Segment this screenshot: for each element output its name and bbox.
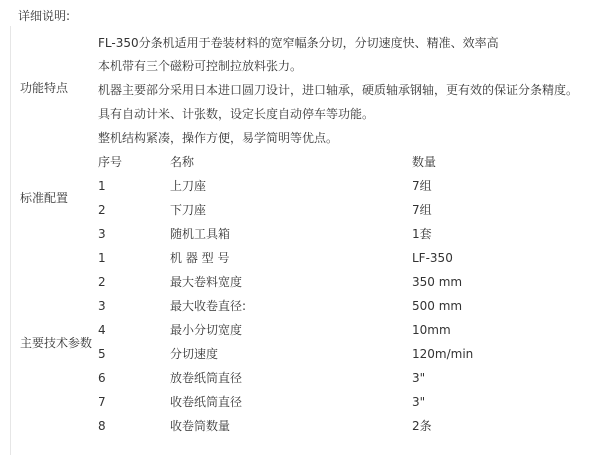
row-name: 最大收卷直径: [170,299,247,313]
row-value: 1套 [412,227,432,241]
intro-line: FL-350分条机适用于卷装材料的宽窄幅条分切，分切速度快、精准、效率高 [98,36,499,50]
row-no: 2 [98,203,106,217]
row-value: 10mm [412,323,451,337]
row-value: LF-350 [412,251,453,265]
label-standard-config: 标准配置 [20,191,69,205]
row-name: 最大卷料宽度 [170,275,243,289]
row-name: 机 器 型 号 [170,251,230,265]
header-no: 序号 [98,155,123,169]
row-no: 3 [98,299,106,313]
row-value: 2条 [412,419,432,433]
row-no: 1 [98,179,106,193]
row-name: 下刀座 [170,203,207,217]
section-heading: 详细说明: [18,9,71,23]
row-name: 放卷纸筒直径 [170,371,243,385]
intro-line: 具有自动计米、计张数，设定长度自动停车等功能。 [98,107,375,121]
row-name: 分切速度 [170,347,219,361]
intro-line: 机器主要部分采用日本进口圆刀设计，进口轴承，硬质轴承钢轴，更有效的保证分条精度。 [98,83,579,97]
row-name: 随机工具箱 [170,227,231,241]
row-no: 3 [98,227,106,241]
header-name: 名称 [170,155,195,169]
row-value: 7组 [412,203,432,217]
row-name: 收卷筒数量 [170,419,231,433]
left-border-line [10,26,11,455]
row-value: 3" [412,371,426,385]
label-features: 功能特点 [20,81,69,95]
row-no: 7 [98,395,106,409]
row-value: 3" [412,395,426,409]
row-value: 120m/min [412,347,474,361]
row-value: 7组 [412,179,432,193]
row-no: 1 [98,251,106,265]
intro-line: 本机带有三个磁粉可控制拉放料张力。 [98,59,303,73]
row-no: 4 [98,323,106,337]
row-no: 5 [98,347,106,361]
intro-line: 整机结构紧凑，操作方便，易学简明等优点。 [98,131,339,145]
label-main-params: 主要技术参数 [20,336,93,350]
header-qty: 数量 [412,155,437,169]
row-value: 350 mm [412,275,463,289]
row-no: 6 [98,371,106,385]
row-name: 上刀座 [170,179,207,193]
row-name: 收卷纸筒直径 [170,395,243,409]
row-no: 8 [98,419,106,433]
row-value: 500 mm [412,299,463,313]
row-name: 最小分切宽度 [170,323,243,337]
row-no: 2 [98,275,106,289]
